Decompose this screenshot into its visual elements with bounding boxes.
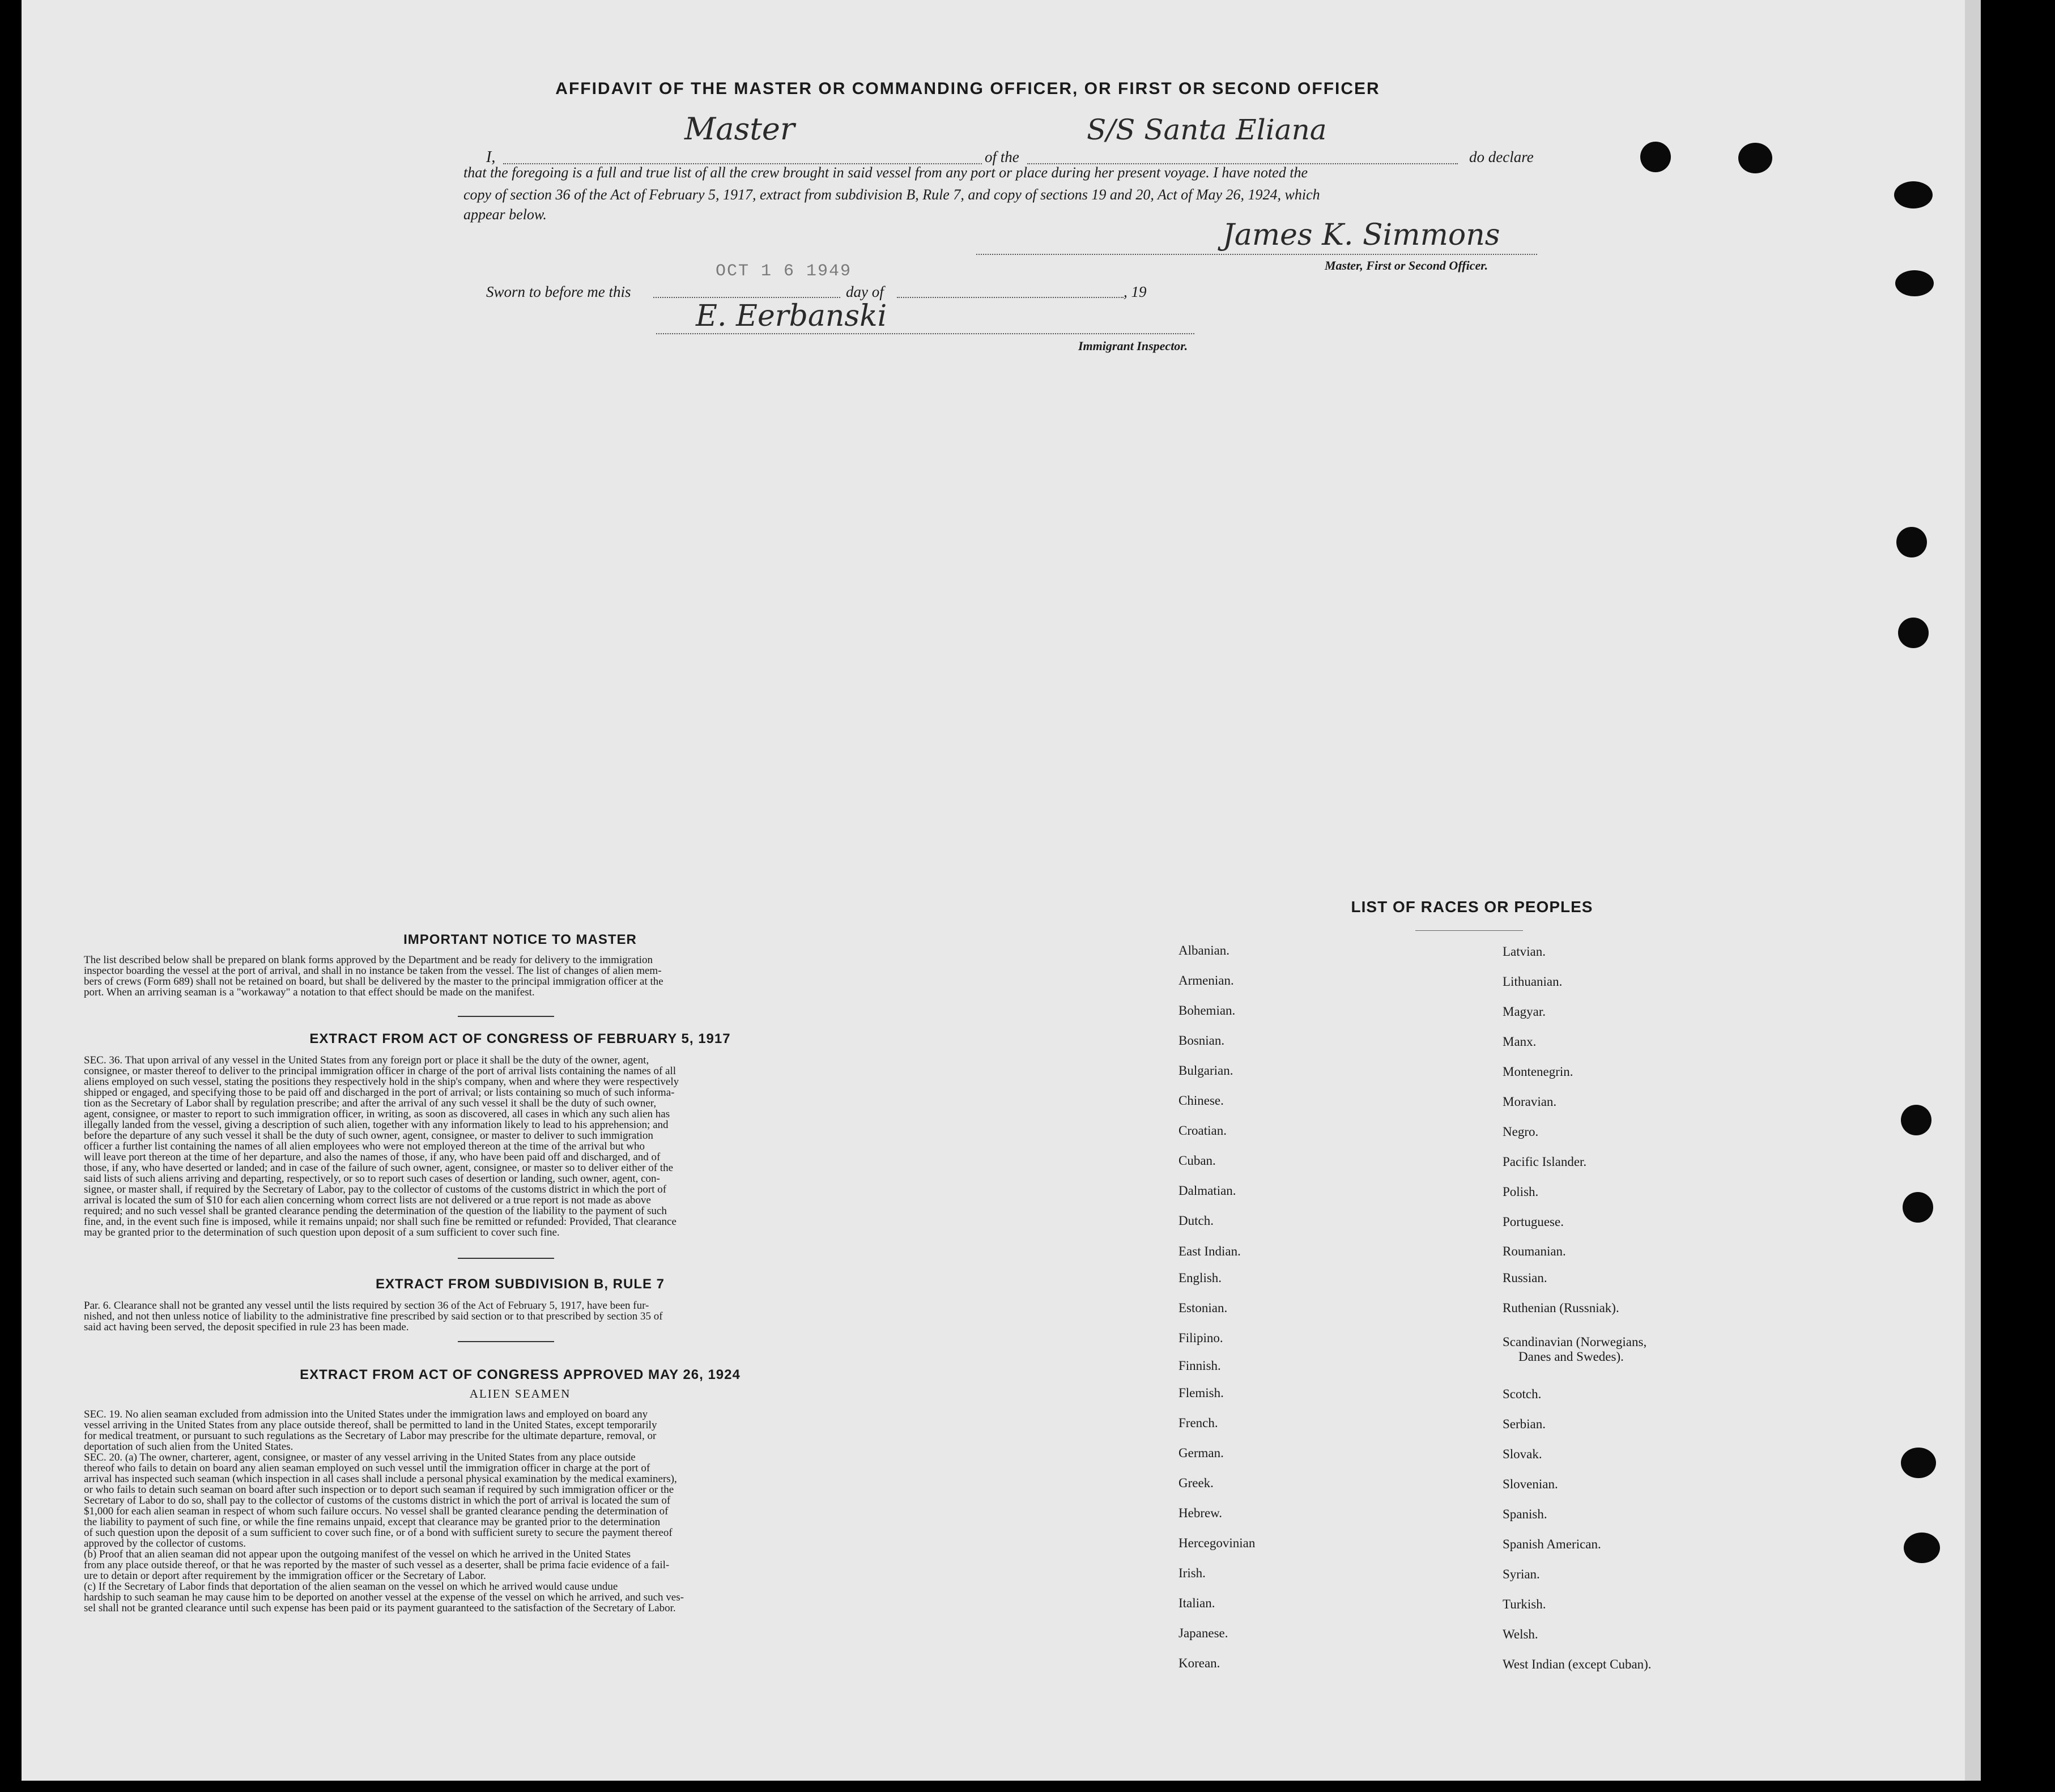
affidavit-title: AFFIDAVIT OF THE MASTER OR COMMANDING OFFICER, OR FIRST OR SECOND OFFICER bbox=[555, 79, 1380, 98]
race-item: Scandinavian (Norwegians, bbox=[1503, 1335, 1647, 1349]
extract-1917-line: officer a further list containing the names of all alien employees who were not employed thereon at the time of the arrival but who bbox=[84, 1140, 645, 1152]
race-item: Welsh. bbox=[1503, 1627, 1538, 1641]
extract-1924-heading: EXTRACT FROM ACT OF CONGRESS APPROVED MAY 26, 1924 bbox=[300, 1367, 741, 1382]
extract-1924-line: or who fails to detain such seaman on board after such inspection or to deport such seaman if required by such immigration officer or the bbox=[84, 1484, 674, 1496]
notice-body bbox=[84, 955, 956, 998]
punch-hole bbox=[1898, 618, 1929, 648]
separator bbox=[1415, 930, 1523, 931]
of-the-label: of the bbox=[985, 148, 1019, 165]
race-item: East Indian. bbox=[1178, 1244, 1241, 1258]
race-item: Lithuanian. bbox=[1503, 974, 1563, 989]
extract-1924-line: approved by the collector of customs. bbox=[84, 1538, 246, 1550]
extract-1924-body bbox=[84, 1409, 956, 1614]
officer-handwritten: Master bbox=[684, 111, 795, 147]
master-signature: James K. Simmons bbox=[1223, 218, 1500, 252]
rule7-heading: EXTRACT FROM SUBDIVISION B, RULE 7 bbox=[375, 1276, 665, 1292]
signature-line bbox=[976, 254, 1537, 255]
race-item: Montenegrin. bbox=[1503, 1065, 1573, 1079]
race-item: Estonian. bbox=[1178, 1301, 1228, 1315]
extract-1917-line: may be granted prior to the determination of such question upon deposit of a sum sufficient to cover such fine. bbox=[84, 1227, 560, 1238]
race-item: Filipino. bbox=[1178, 1331, 1223, 1345]
sworn-day-line bbox=[653, 297, 840, 298]
race-item: Latvian. bbox=[1503, 944, 1546, 959]
race-item: Hercegovinian bbox=[1178, 1536, 1256, 1550]
extract-1924-line: deportation of such alien from the United States. bbox=[84, 1441, 293, 1453]
race-item: Dutch. bbox=[1178, 1214, 1214, 1228]
punch-hole bbox=[1895, 270, 1934, 296]
race-item: Serbian. bbox=[1503, 1417, 1546, 1431]
notice-line: bers of crews (Form 689) shall not be retained on board, but shall be delivered by the master to the principal immigration officer at the bbox=[84, 976, 663, 987]
race-item: Irish. bbox=[1178, 1566, 1206, 1580]
notice-line: inspector boarding the vessel at the port of arrival, and shall in no instance be taken from the vessel. The list of changes of alien mem- bbox=[84, 965, 662, 977]
race-item: Danes and Swedes). bbox=[1518, 1350, 1624, 1364]
extract-1917-line: agent, consignee, or master to report to such immigration officer, in writing, as soon as discovered, all cases in which any such alien has bbox=[84, 1108, 670, 1120]
race-item: Spanish American. bbox=[1503, 1537, 1601, 1551]
extract-1917-line: aliens employed on such vessel, stating the positions they respectively hold in the ship's company, when and where they were respectively bbox=[84, 1076, 679, 1088]
extract-1924-line: Secretary of Labor to do so, shall pay to the collector of customs of the customs district in which the port of arrival is located the sum of bbox=[84, 1495, 671, 1506]
race-item: Turkish. bbox=[1503, 1597, 1546, 1611]
inspector-caption: Immigrant Inspector. bbox=[1078, 339, 1188, 353]
extract-1924-subheading: ALIEN SEAMEN bbox=[469, 1387, 571, 1401]
race-item: Negro. bbox=[1503, 1125, 1539, 1139]
race-item: Hebrew. bbox=[1178, 1506, 1223, 1520]
extract-1924-line: arrival has inspected such seaman (which inspection in all cases shall include a personal physical examination by the medical examiners), bbox=[84, 1473, 677, 1485]
extract-1917-line: signee, or master shall, if required by the Secretary of Labor, pay to the collector of customs of the customs district in which the port of bbox=[84, 1184, 667, 1195]
separator bbox=[458, 1258, 554, 1259]
extract-1924-line: for medical treatment, or pursuant to such regulations as the Secretary of Labor may prescribe for the ultimate departure, removal, or bbox=[84, 1430, 657, 1442]
extract-1917-line: tion as the Secretary of Labor shall by regulation prescribe; and after the arrival of any such vessel it shall be the duty of such owner, bbox=[84, 1097, 657, 1109]
race-item: Japanese. bbox=[1178, 1626, 1228, 1640]
inspector-signature: E. Eerbanski bbox=[696, 299, 887, 333]
race-item: Chinese. bbox=[1178, 1093, 1224, 1108]
race-item: Albanian. bbox=[1178, 943, 1230, 957]
do-declare-label: do declare bbox=[1469, 148, 1534, 165]
notice-line: The list described below shall be prepared on blank forms approved by the Department and be ready for delivery to the immigration bbox=[84, 954, 653, 966]
declaration-line-2: copy of section 36 of the Act of February 5, 1917, extract from subdivision B, Rule 7, and copy of sections 19 and 20, Act of May 26, 1924, which bbox=[463, 186, 1320, 203]
extract-1917-line: required; and no such vessel shall be granted clearance pending the determination of the question of the liability to the payment of such bbox=[84, 1205, 667, 1217]
day-of-label: day of bbox=[846, 283, 884, 300]
document-page bbox=[22, 0, 1965, 1781]
punch-hole bbox=[1738, 143, 1772, 173]
extract-1924-line: ure to detain or deport after requirement by the immigration officer or the Secretary of Labor. bbox=[84, 1570, 486, 1582]
race-item: Moravian. bbox=[1503, 1095, 1557, 1109]
declaration-line-1: that the foregoing is a full and true list of all the crew brought in said vessel from any port or place during her present voyage. I have noted the bbox=[463, 164, 1308, 181]
rule7-line: said act having been served, the deposit specified in rule 23 has been made. bbox=[84, 1321, 409, 1333]
race-item: Scotch. bbox=[1503, 1387, 1542, 1401]
race-item: Greek. bbox=[1178, 1476, 1214, 1490]
punch-hole bbox=[1903, 1192, 1933, 1223]
extract-1917-line: SEC. 36. That upon arrival of any vessel in the United States from any foreign port or place it shall be the duty of the owner, agent, bbox=[84, 1054, 649, 1066]
extract-1917-body bbox=[84, 1055, 956, 1238]
punch-hole bbox=[1901, 1448, 1936, 1478]
race-item: Manx. bbox=[1503, 1035, 1537, 1049]
race-item: Italian. bbox=[1178, 1596, 1215, 1610]
extract-1917-line: illegally landed from the vessel, giving a description of such alien, together with any information likely to lead to his apprehension; and bbox=[84, 1119, 669, 1131]
race-item: English. bbox=[1178, 1271, 1222, 1285]
punch-hole bbox=[1894, 181, 1933, 208]
extract-1924-line: (c) If the Secretary of Labor finds that deportation of the alien seaman on the vessel on which he arrived would cause undue bbox=[84, 1581, 618, 1593]
notice-heading: IMPORTANT NOTICE TO MASTER bbox=[403, 932, 637, 947]
race-item: Korean. bbox=[1178, 1656, 1220, 1670]
punch-hole bbox=[1896, 527, 1927, 557]
punch-hole bbox=[1904, 1533, 1940, 1563]
punch-hole bbox=[1640, 142, 1671, 172]
extract-1924-line: the liability to payment of such fine, or while the fine remains unpaid, except that clearance may be granted prior to the determination bbox=[84, 1516, 661, 1528]
notice-line: port. When an arriving seaman is a "workaway" a notation to that effect should be made on the manifest. bbox=[84, 986, 535, 998]
punch-hole bbox=[1901, 1105, 1931, 1135]
race-item: French. bbox=[1178, 1416, 1218, 1430]
race-item: Slovenian. bbox=[1503, 1477, 1558, 1491]
separator bbox=[458, 1016, 554, 1017]
extract-1924-line: SEC. 20. (a) The owner, charterer, agent, consignee, or master of any vessel arriving in the United States from any place outside bbox=[84, 1452, 636, 1463]
extract-1917-heading: EXTRACT FROM ACT OF CONGRESS OF FEBRUARY 5, 1917 bbox=[309, 1031, 731, 1046]
extract-1924-line: (b) Proof that an alien seaman did not appear upon the outgoing manifest of the vessel on which he arrived in the United States bbox=[84, 1548, 631, 1560]
extract-1917-line: before the departure of any such vessel it shall be the duty of such owner, agent, consignee, or master to deliver to such immigration bbox=[84, 1130, 653, 1142]
date-stamp: OCT 1 6 1949 bbox=[716, 262, 852, 281]
extract-1924-line: from any place outside thereof, or that he was reported by the master of such vessel as a deserter, shall be prima facie evidence of a fail- bbox=[84, 1559, 670, 1571]
i-label: I, bbox=[486, 148, 496, 166]
extract-1924-line: hardship to such seaman he may cause him to be deported on another vessel at the expense of the vessel on which he arrived, and such ves- bbox=[84, 1591, 684, 1603]
extract-1917-line: said lists of such aliens arriving and departing, respectively, or so to report such cases of desertion or landing, such owner, agent, con- bbox=[84, 1173, 660, 1185]
race-item: Cuban. bbox=[1178, 1153, 1216, 1168]
separator bbox=[458, 1341, 554, 1342]
extract-1917-line: fine, and, in the event such fine is imposed, while it remains unpaid; nor shall such fine be remitted or refunded: Provided, That clearance bbox=[84, 1216, 677, 1228]
race-item: German. bbox=[1178, 1446, 1224, 1460]
race-item: Bosnian. bbox=[1178, 1033, 1225, 1048]
page-edge bbox=[1965, 0, 1981, 1781]
vessel-handwritten: S/S Santa Eliana bbox=[1087, 113, 1327, 146]
extract-1924-line: $1,000 for each alien seaman in respect of whom such failure occurs. No vessel shall be granted clearance pending the determination of bbox=[84, 1505, 669, 1517]
race-item: Finnish. bbox=[1178, 1359, 1221, 1373]
extract-1924-line: SEC. 19. No alien seaman excluded from admission into the United States under the immigration laws and employed on board any bbox=[84, 1408, 648, 1420]
race-item: Russian. bbox=[1503, 1271, 1547, 1285]
extract-1917-line: consignee, or master thereof to deliver to the principal immigration officer in charge of the port of arrival lists containing the names of all bbox=[84, 1065, 677, 1077]
race-item: Syrian. bbox=[1503, 1567, 1540, 1581]
race-item: Pacific Islander. bbox=[1503, 1155, 1587, 1169]
race-item: Magyar. bbox=[1503, 1004, 1546, 1019]
race-item: Slovak. bbox=[1503, 1447, 1542, 1461]
race-item: Polish. bbox=[1503, 1185, 1539, 1199]
signature-caption: Master, First or Second Officer. bbox=[1325, 258, 1488, 273]
extract-1924-line: vessel arriving in the United States from any place outside thereof, shall be permitted to land in the United States, except temporarily bbox=[84, 1419, 657, 1431]
extract-1917-line: arrival is located the sum of $10 for each alien concerning whom correct lists are not delivered or a true report is not made as above bbox=[84, 1194, 651, 1206]
year-label: , 19 bbox=[1124, 283, 1147, 300]
race-item: Bulgarian. bbox=[1178, 1063, 1233, 1078]
race-item: Dalmatian. bbox=[1178, 1184, 1236, 1198]
declaration-line-3: appear below. bbox=[463, 206, 547, 223]
sworn-label: Sworn to before me this bbox=[486, 283, 631, 300]
race-item: Bohemian. bbox=[1178, 1003, 1236, 1018]
rule7-line: nished, and not then unless notice of liability to the administrative fine prescribed by said section or to that prescribed by section 35 of bbox=[84, 1310, 663, 1322]
race-item: Portuguese. bbox=[1503, 1215, 1564, 1229]
race-item: Ruthenian (Russniak). bbox=[1503, 1301, 1619, 1315]
inspector-line bbox=[656, 333, 1194, 334]
extract-1917-line: will leave port thereon at the time of her departure, and also the names of those, if any, who have been paid off and discharged, and of bbox=[84, 1151, 661, 1163]
rule7-line: Par. 6. Clearance shall not be granted any vessel until the lists required by section 36 of the Act of February 5, 1917, have been fur- bbox=[84, 1300, 649, 1312]
extract-1917-line: shipped or engaged, and specifying those to be paid off and discharged in the port of arrival; or lists containing so much of such informa- bbox=[84, 1087, 675, 1099]
race-item: West Indian (except Cuban). bbox=[1503, 1657, 1652, 1671]
race-item: Armenian. bbox=[1178, 973, 1234, 987]
race-item: Croatian. bbox=[1178, 1123, 1227, 1138]
race-item: Flemish. bbox=[1178, 1386, 1224, 1400]
races-heading: LIST OF RACES OR PEOPLES bbox=[1351, 898, 1593, 916]
rule7-body bbox=[84, 1300, 956, 1333]
extract-1924-line: sel shall not be granted clearance until such expense has been paid or its payment guaranteed to the satisfaction of the Secretary of Labor. bbox=[84, 1602, 676, 1614]
extract-1924-line: of such question upon the deposit of a sum sufficient to cover such fine, or of a bond with sufficient surety to secure the payment thereof bbox=[84, 1527, 673, 1539]
extract-1917-line: those, if any, who have deserted or landed; and in case of the failure of such owner, agent, consignee, or master so to deliver either of the bbox=[84, 1162, 673, 1174]
sworn-month-line bbox=[897, 297, 1124, 298]
race-item: Roumanian. bbox=[1503, 1244, 1566, 1258]
race-item: Spanish. bbox=[1503, 1507, 1547, 1521]
extract-1924-line: thereof who fails to detain on board any alien seaman employed on such vessel until the immigration officer in charge at the port of bbox=[84, 1462, 650, 1474]
